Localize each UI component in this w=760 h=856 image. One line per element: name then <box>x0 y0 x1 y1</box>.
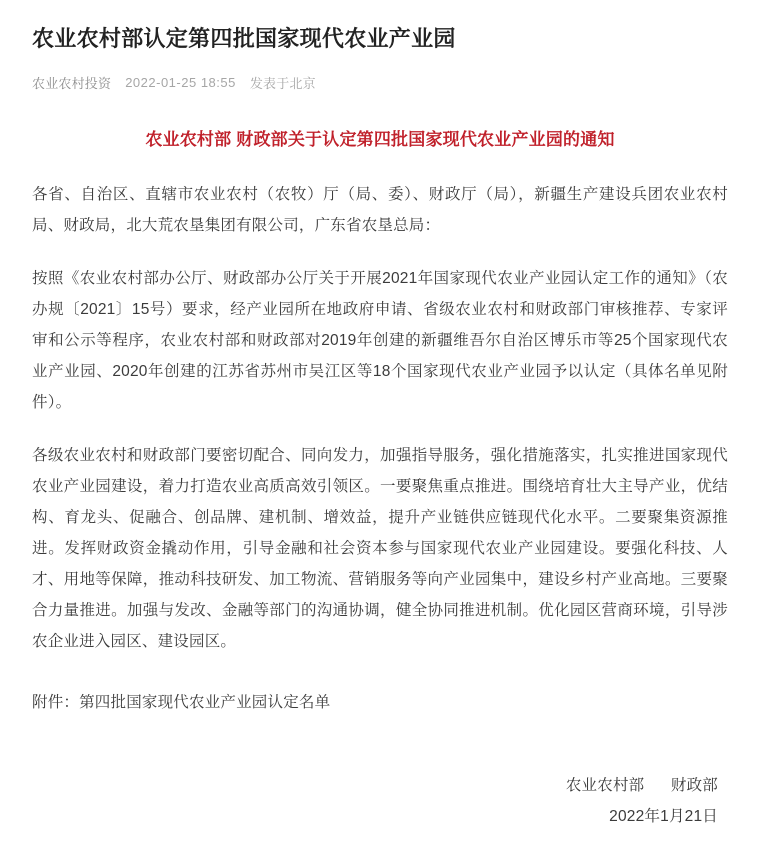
article-meta <box>32 73 728 92</box>
signature-date: 2022年1月21日 <box>609 807 718 825</box>
signature-org-2: 财政部 <box>670 776 718 794</box>
page-title: 农业农村部认定第四批国家现代农业产业园 <box>32 26 456 51</box>
attachment-line: 附件：第四批国家现代农业产业园认定名单 <box>32 693 331 711</box>
paragraph-addressees: 各省、自治区、直辖市农业农村（农牧）厅（局、委）、财政厅（局），新疆生产建设兵团农业农村局、财政局，北大荒农垦集团有限公司，广东省农垦总局： <box>32 185 728 234</box>
meta-source[interactable]: 农业农村投资 <box>32 75 112 91</box>
paragraph-requirements: 各级农业农村和财政部门要密切配合、同向发力，加强指导服务，强化措施落实，扎实推进国家现代农业产业园建设，着力打造农业高质高效引领区。一要聚焦重点推进。围绕培育壮大主导产业，优结构、育龙头、促融合、创品牌、建机制、增效益，提升产业链供应链现代化水平。二要聚集资源推进。发挥财政资金撬动作用，引导金融和社会资本参与国家现代农业产业园建设。要强化科技、人才、用地等保障，推动科技研发、加工物流、营销服务等向产业园集中，建设乡村产业高地。三要聚合力量推进。加强与发改、金融等部门的沟通协调，健全协同推进机制。优化园区营商环境，引导涉农企业进入园区、建设园区。 <box>32 446 728 650</box>
paragraph-basis: 按照《农业农村部办公厅、财政部办公厅关于开展2021年国家现代农业产业园认定工作的通知》（农办规〔2021〕15号）要求，经产业园所在地政府申请、省级农业农村和财政部门审核推荐、专家评审和公示等程序，农业农村部和财政部对2019年创建的新疆维吾尔自治区博乐市等25个国家现代农业产业园、2020年创建的江苏省苏州市吴江区等18个国家现代农业产业园予以认定（具体名单见附件）。 <box>32 269 728 411</box>
document-title: 农业农村部 财政部关于认定第四批国家现代农业产业园的通知 <box>145 129 615 149</box>
meta-location: 发表于北京 <box>249 75 316 91</box>
meta-datetime: 2022-01-25 18:55 <box>125 74 236 90</box>
document-body <box>32 179 728 718</box>
signature-org-1: 农业农村部 <box>565 776 645 794</box>
signature-block <box>32 770 728 832</box>
signature-organizations <box>32 770 718 801</box>
